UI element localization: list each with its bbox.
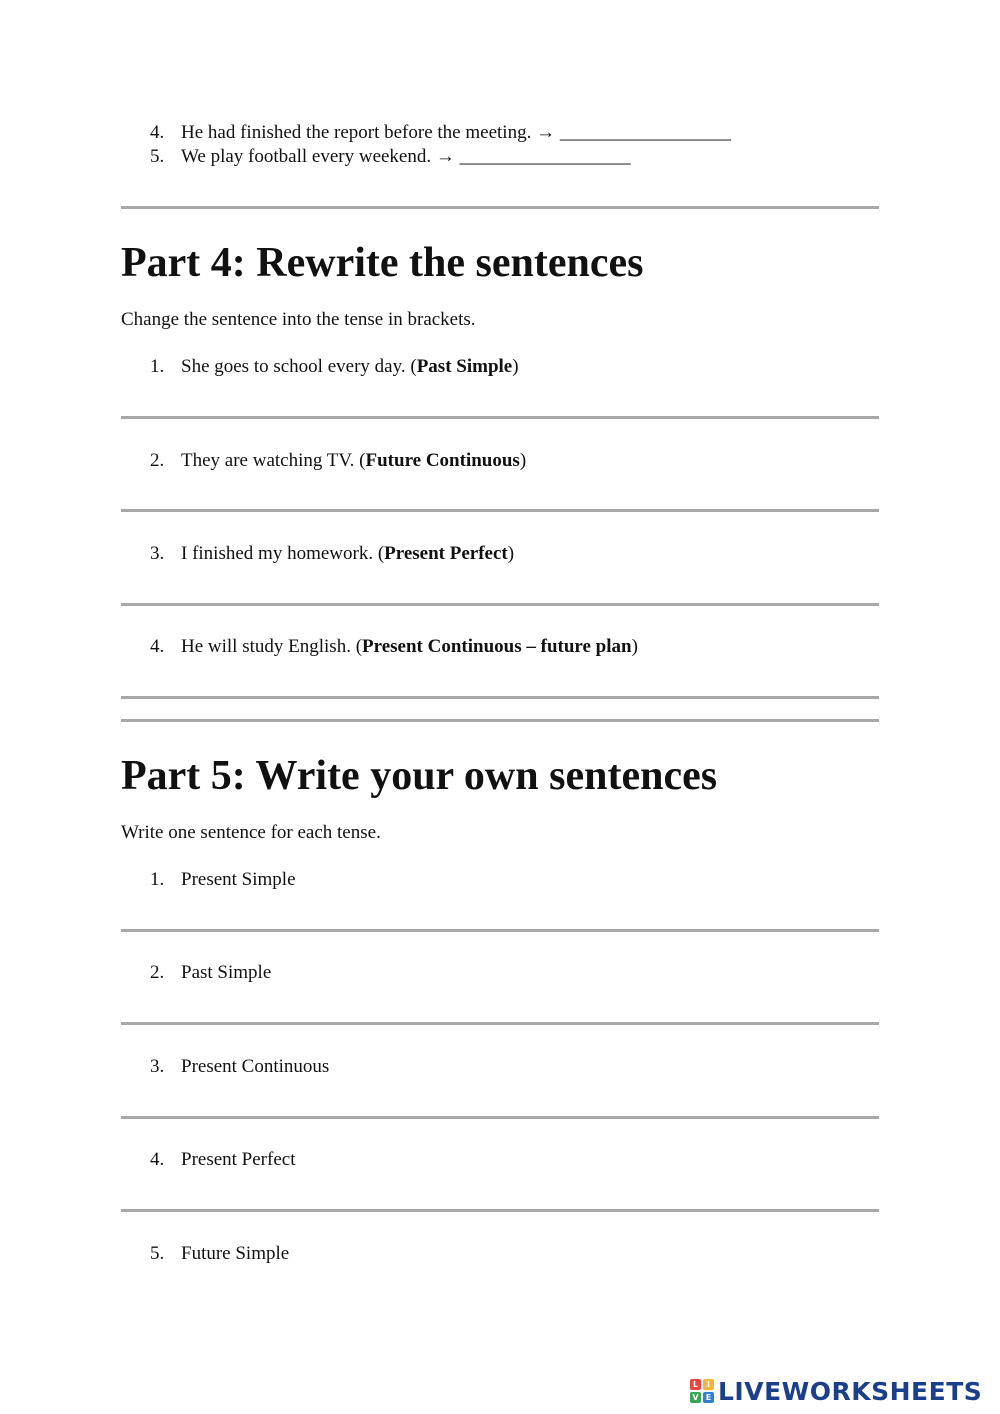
item-tense: Present Continuous – future plan [362,636,632,657]
part5-item-4 [150,1148,295,1172]
item-number: 1. [150,869,165,890]
liveworksheets-logo-icon [690,1379,714,1403]
item-sentence: They are watching TV. ( [181,450,366,471]
part5-item-5 [150,1242,289,1266]
part5-item-1 [150,868,296,892]
answer-line[interactable] [121,603,879,606]
liveworksheets-logo [690,1374,982,1408]
item-sentence: He will study English. ( [181,636,363,657]
part5-item-3 [150,1055,329,1079]
part4-item-4 [150,635,638,659]
part4-instruction: Change the sentence into the tense in brackets. [121,309,476,330]
item-number: 4. [150,122,165,143]
item-text: He had finished the report before the meeting. → __________________ [181,122,731,143]
part5-instruction: Write one sentence for each tense. [121,822,381,843]
part5-heading: Part 5: Write your own sentences [121,753,718,799]
part3-item-5 [150,145,631,169]
answer-line[interactable] [121,1209,879,1212]
part3-item-4 [150,121,731,145]
item-text: We play football every weekend. → __________________ [181,146,631,167]
item-number: 1. [150,356,165,377]
item-close: ) [512,356,519,377]
item-text: Future Simple [181,1243,290,1264]
item-text: Present Simple [181,869,296,890]
part4-item-1 [150,355,519,379]
section-divider [121,719,879,722]
part4-item-2 [150,449,526,473]
item-close: ) [519,450,527,471]
item-text: Present Continuous [181,1056,330,1077]
item-number: 2. [150,450,165,471]
answer-line[interactable] [121,1116,879,1119]
part4-item-3 [150,542,514,566]
item-number: 5. [150,1243,165,1264]
item-tense: Past Simple [416,356,513,377]
part4-heading: Part 4: Rewrite the sentences [121,240,644,286]
item-number: 5. [150,146,165,167]
logo-icon-tile: L [690,1379,701,1390]
item-number: 2. [150,962,165,983]
section-divider [121,206,879,209]
logo-icon-tile: E [703,1392,714,1403]
logo-icon-tile: I [703,1379,714,1390]
item-close: ) [631,636,638,657]
item-text: Present Perfect [181,1149,296,1170]
item-sentence: She goes to school every day. ( [181,356,417,377]
answer-line[interactable] [121,1022,879,1025]
answer-line[interactable] [121,696,879,699]
item-tense: Future Continuous [365,450,520,471]
item-tense: Present Perfect [384,543,508,564]
item-text: Past Simple [181,962,272,983]
logo-text: LIVEWORKSHEETS [718,1376,983,1406]
item-close: ) [507,543,515,564]
answer-line[interactable] [121,509,879,512]
item-number: 3. [150,543,165,564]
item-number: 3. [150,1056,165,1077]
logo-icon-tile: V [690,1392,701,1403]
part5-item-2 [150,961,271,985]
answer-line[interactable] [121,929,879,932]
item-sentence: I finished my homework. ( [181,543,385,564]
item-number: 4. [150,1149,165,1170]
item-number: 4. [150,636,165,657]
answer-line[interactable] [121,416,879,419]
